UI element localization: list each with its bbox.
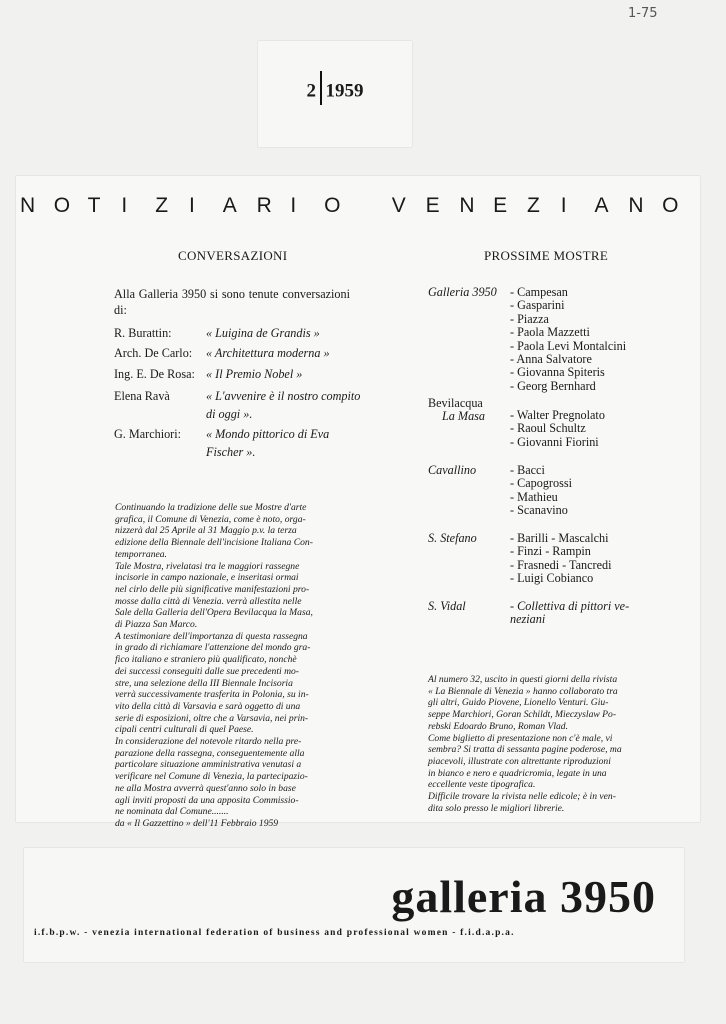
- masthead-letter: N: [459, 194, 475, 217]
- text-line: da « Il Gazzettino » dell'11 Febbraio 1959: [115, 817, 279, 829]
- venue-line: La Masa: [442, 409, 486, 424]
- issue-year: 1959: [325, 80, 364, 102]
- text-line: fico italiano e straniero più qualificato, nonchè: [115, 654, 297, 666]
- text-line: sembra? Si tratta di sessanta pagine poderose, ma: [428, 744, 622, 756]
- text-line: cipali centri culturali di quel Paese.: [115, 724, 254, 736]
- text-line: Come biglietto di presentazione non c'è male, vi: [428, 732, 613, 744]
- artist-name: - Walter Pregnolato: [510, 408, 605, 422]
- text-line: rebski Edoardo Bruno, Roman Vlad.: [428, 720, 568, 732]
- gallery-logo: galleria 3950: [391, 871, 656, 922]
- text-line: eccellente veste tipografica.: [428, 779, 536, 791]
- text-line: piacevoli, illustrate con altrettante riproduzioni: [428, 755, 611, 767]
- text-line: di Piazza San Marco.: [115, 619, 198, 631]
- talk-speaker: R. Burattin:: [114, 326, 172, 340]
- issue-divider: [320, 71, 322, 105]
- artist-list-s-stefano: [510, 532, 660, 586]
- artist-name: - Frasnedi - Tancredi: [510, 557, 612, 572]
- text-line: Sale della Galleria dell'Opera Bevilacqua la Masa,: [115, 607, 313, 619]
- artist-name: - Scanavino: [510, 503, 568, 518]
- text-line: vito della città di Varsavia e sarà oggetto di una: [115, 700, 301, 712]
- artist-name: - Raoul Schultz: [510, 421, 586, 436]
- venue-bevilacqua: [428, 397, 518, 424]
- artist-name: - Collettiva di pittori ve-: [510, 599, 630, 613]
- text-line: parazione della rassegna, conseguentemente alla: [115, 747, 305, 759]
- biennale-article: [115, 502, 360, 830]
- text-line: in grado di richiamare l'attenzione del mondo gra-: [115, 642, 311, 654]
- venue-galleria-3950: Galleria 3950: [428, 285, 497, 299]
- masthead-letter: R: [256, 194, 272, 217]
- artist-name: - Piazza: [510, 311, 549, 326]
- masthead-letter: E: [425, 194, 440, 217]
- text-line: Continuando la tradizione delle sue Mostre d'arte: [115, 502, 307, 513]
- issue-number: [258, 75, 412, 109]
- artist-list-bevilacqua: [510, 409, 660, 449]
- masthead-letter: Z: [155, 194, 169, 217]
- text-line: gli altri, Guido Piovene, Lionello Venturi. Giu-: [428, 697, 609, 709]
- masthead-letter: Z: [526, 194, 540, 217]
- text-line: stre, una selezione della III Biennale Incisoria: [115, 677, 293, 689]
- talk-title: « Luigina de Grandis »: [206, 326, 320, 340]
- artist-name: - Gasparini: [510, 298, 565, 313]
- artist-name: - Luigi Cobianco: [510, 571, 594, 586]
- text-line: mosse dalla città di Venezia. verrà allestita nelle: [115, 595, 302, 607]
- artist-list-cavallino: [510, 464, 660, 518]
- masthead-letter: T: [87, 194, 101, 217]
- artist-name: - Mathieu: [510, 489, 558, 504]
- talk-speaker: G. Marchiori:: [114, 427, 182, 441]
- masthead-letter: A: [222, 194, 237, 217]
- handwritten-note: 1-75: [628, 6, 658, 21]
- artist-name: - Barilli - Mascalchi: [510, 531, 609, 545]
- conversazioni-intro: Alla Galleria 3950 si sono tenute conversazioni di:: [114, 287, 350, 317]
- text-line: nel cirlo delle più significative manifestazioni pro-: [115, 583, 310, 595]
- issue-no: 2: [306, 80, 316, 102]
- masthead-letter: I: [560, 194, 567, 217]
- text-line: in bianco e nero e quadricromia, legate in una: [428, 767, 607, 779]
- text-line: A testimoniare dell'importanza di questa rassegna: [115, 630, 308, 642]
- federation-line: i.f.b.p.w. - venezia international federation of business and professional women - f.i.d.a.p.a.: [34, 928, 515, 938]
- text-line: ne alla Mostra avverrà quest'anno solo in base: [115, 782, 296, 794]
- venue-s-vidal: S. Vidal: [428, 599, 466, 613]
- artist-name: - Georg Bernhard: [510, 378, 596, 393]
- newsletter-sheet: [16, 176, 700, 829]
- text-line: nizzerà dal 25 Aprile al 31 Maggio p.v. la terza: [115, 525, 297, 537]
- text-line: particolare situazione amministrativa venutasi a: [115, 759, 302, 771]
- text-line: dita solo presso le migliori librerie.: [428, 802, 565, 814]
- masthead-letter: E: [493, 194, 508, 217]
- text-line: In considerazione del notevole ritardo nella pre-: [115, 736, 302, 748]
- prossime-mostre-heading: PROSSIME MOSTRE: [484, 248, 609, 263]
- artist-name: - Paola Levi Montalcini: [510, 338, 627, 353]
- text-line: Difficile trovare la rivista nelle edicole; è in ven-: [428, 791, 616, 803]
- artist-name: - Bacci: [510, 463, 545, 477]
- text-line: dei successi conseguiti dalle sue precedenti mo-: [115, 665, 300, 677]
- masthead-letter: N: [20, 194, 36, 217]
- artist-name: - Anna Salvatore: [510, 352, 592, 367]
- text-line: verrà successivamente trasferita in Polonia, su in-: [115, 689, 309, 701]
- text-line: temporranea.: [115, 548, 167, 560]
- text-line: grafica, il Comune di Venezia, come è noto, orga-: [115, 513, 306, 525]
- talk-speaker: Elena Ravà: [114, 389, 170, 403]
- conversazioni-heading: CONVERSAZIONI: [178, 248, 288, 263]
- talk-speaker: Arch. De Carlo:: [114, 346, 193, 360]
- masthead: [20, 194, 696, 218]
- artist-name: - Giovanna Spiteris: [510, 365, 605, 380]
- artist-list-galleria-3950: [510, 286, 660, 393]
- masthead-letter: A: [594, 194, 609, 217]
- biennale-rivista-note: [428, 674, 680, 814]
- masthead-letter: O: [662, 194, 679, 217]
- text-line: ne nominata dal Comune.......: [115, 806, 229, 818]
- masthead-letter: I: [121, 194, 128, 217]
- text-line: « La Biennale di Venezia » hanno collaborato tra: [428, 685, 618, 697]
- talk-title: « Il Premio Nobel »: [206, 367, 303, 381]
- artist-name: - Paola Mazzetti: [510, 325, 590, 340]
- masthead-letter: N: [628, 194, 644, 217]
- text-line: Al numero 32, uscito in questi giorni della rivista: [428, 674, 618, 685]
- text-line: seppe Marchiori, Goran Schildt, Mieczyslaw Po-: [428, 709, 617, 721]
- issue-label: [258, 41, 412, 147]
- venue-s-stefano: S. Stefano: [428, 531, 477, 545]
- talk-title: « Architettura moderna »: [206, 346, 330, 360]
- footer-banner: [24, 848, 684, 962]
- text-line: serie di esposizioni, oltre che a Varsavia, nei prin-: [115, 712, 309, 724]
- text-line: incisorie in campo nazionale, e inseritasi ormai: [115, 572, 299, 584]
- text-line: edizione della Biennale dell'incisione Italiana Con-: [115, 537, 313, 549]
- artist-name: - Capogrossi: [510, 476, 572, 491]
- masthead-letter: V: [391, 194, 406, 217]
- text-line: agli inviti proposti da una apposita Commissio-: [115, 794, 299, 806]
- venue-cavallino: Cavallino: [428, 463, 477, 477]
- artist-name: - Campesan: [510, 285, 568, 299]
- artist-name: - Giovanni Fiorini: [510, 434, 599, 449]
- text-line: verificare nel Comune di Venezia, la partecipazio-: [115, 771, 308, 783]
- masthead-letter: O: [324, 194, 341, 217]
- artist-name: neziani: [510, 612, 546, 627]
- venue-line: Bevilacqua: [428, 396, 483, 410]
- talk-title: « Mondo pittorico di Eva Fischer ».: [206, 427, 330, 459]
- masthead-letter: O: [53, 194, 71, 217]
- artist-list-s-vidal: [510, 600, 660, 627]
- masthead-letter: [358, 194, 392, 218]
- text-line: Tale Mostra, rivelatasi tra le maggiori rassegne: [115, 560, 300, 572]
- artist-name: - Finzi - Rampin: [510, 544, 591, 559]
- masthead-letter: I: [188, 194, 195, 217]
- masthead-letter: I: [290, 194, 297, 217]
- talk-title: « L'avvenire è il nostro compito di oggi ».: [206, 389, 361, 421]
- talk-speaker: Ing. E. De Rosa:: [114, 367, 195, 381]
